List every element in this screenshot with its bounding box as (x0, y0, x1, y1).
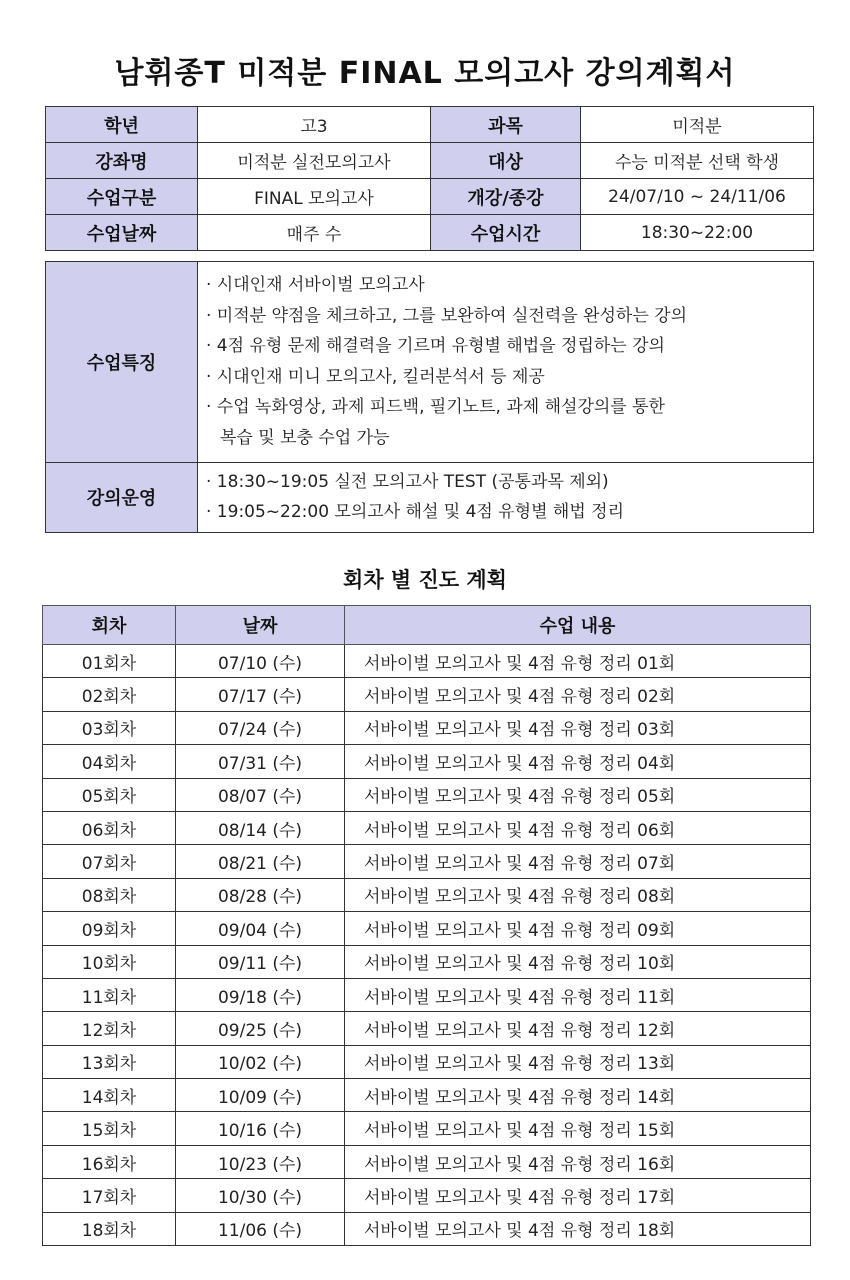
info-row-class-day (46, 215, 814, 251)
content-cell: 서바이벌 모의고사 및 4점 유형 정리 16회 (345, 1145, 811, 1178)
feature-item: · 미적분 약점을 체크하고, 그를 보완하여 실전력을 완성하는 강의 (206, 305, 688, 326)
table-row (43, 845, 811, 878)
table-row (43, 1179, 811, 1212)
session-cell: 09회차 (43, 912, 176, 945)
content-cell: 서바이벌 모의고사 및 4점 유형 정리 03회 (345, 711, 811, 744)
page-title: 남휘종T 미적분 FINAL 모의고사 강의계획서 (114, 56, 736, 91)
grade-value: 고3 (198, 107, 431, 143)
session-cell: 15회차 (43, 1112, 176, 1145)
table-row (43, 711, 811, 744)
session-cell: 14회차 (43, 1079, 176, 1112)
session-cell: 01회차 (43, 645, 176, 678)
course-info-table (45, 106, 814, 251)
info-row-course-name (46, 143, 814, 179)
target-label: 대상 (431, 143, 581, 179)
session-cell: 08회차 (43, 878, 176, 911)
class-type-value: FINAL 모의고사 (198, 179, 431, 215)
table-row (43, 1012, 811, 1045)
content-cell: 서바이벌 모의고사 및 4점 유형 정리 05회 (345, 778, 811, 811)
content-cell: 서바이벌 모의고사 및 4점 유형 정리 02회 (345, 678, 811, 711)
date-cell: 08/21 (수) (176, 845, 345, 878)
content-cell: 서바이벌 모의고사 및 4점 유형 정리 06회 (345, 811, 811, 844)
content-cell: 서바이벌 모의고사 및 4점 유형 정리 13회 (345, 1045, 811, 1078)
table-row (43, 1045, 811, 1078)
class-type-label: 수업구분 (46, 179, 198, 215)
schedule-title: 회차 별 진도 계획 (343, 568, 507, 592)
target-value: 수능 미적분 선택 학생 (581, 143, 814, 179)
operation-list (198, 462, 814, 532)
content-cell: 서바이벌 모의고사 및 4점 유형 정리 08회 (345, 878, 811, 911)
session-cell: 18회차 (43, 1212, 176, 1245)
session-cell: 06회차 (43, 811, 176, 844)
schedule-header-row (43, 606, 811, 645)
table-row (43, 678, 811, 711)
content-cell: 서바이벌 모의고사 및 4점 유형 정리 14회 (345, 1079, 811, 1112)
period-label: 개강/종강 (431, 179, 581, 215)
info-row-grade (46, 107, 814, 143)
date-cell: 08/07 (수) (176, 778, 345, 811)
session-cell: 11회차 (43, 978, 176, 1011)
features-list (198, 262, 814, 463)
session-cell: 16회차 (43, 1145, 176, 1178)
operation-label: 강의운영 (46, 462, 198, 532)
schedule-table (42, 605, 811, 1246)
date-cell: 07/17 (수) (176, 678, 345, 711)
date-cell: 10/02 (수) (176, 1045, 345, 1078)
class-day-label: 수업날짜 (46, 215, 198, 251)
date-cell: 11/06 (수) (176, 1212, 345, 1245)
content-cell: 서바이벌 모의고사 및 4점 유형 정리 15회 (345, 1112, 811, 1145)
date-column-header: 날짜 (176, 606, 345, 645)
operation-row (46, 462, 814, 532)
feature-item-continuation: 복습 및 보충 수업 가능 (220, 427, 390, 448)
subject-label: 과목 (431, 107, 581, 143)
session-column-header: 회차 (43, 606, 176, 645)
table-row (43, 1112, 811, 1145)
features-row (46, 262, 814, 463)
table-row (43, 978, 811, 1011)
content-cell: 서바이벌 모의고사 및 4점 유형 정리 11회 (345, 978, 811, 1011)
content-cell: 서바이벌 모의고사 및 4점 유형 정리 01회 (345, 645, 811, 678)
content-cell: 서바이벌 모의고사 및 4점 유형 정리 18회 (345, 1212, 811, 1245)
content-cell: 서바이벌 모의고사 및 4점 유형 정리 12회 (345, 1012, 811, 1045)
session-cell: 12회차 (43, 1012, 176, 1045)
session-cell: 13회차 (43, 1045, 176, 1078)
date-cell: 07/10 (수) (176, 645, 345, 678)
features-label: 수업특징 (46, 262, 198, 463)
table-row (43, 811, 811, 844)
content-cell: 서바이벌 모의고사 및 4점 유형 정리 10회 (345, 945, 811, 978)
table-row (43, 1145, 811, 1178)
date-cell: 09/11 (수) (176, 945, 345, 978)
operation-item: · 19:05~22:00 모의고사 해설 및 4점 유형별 해법 정리 (206, 502, 625, 523)
table-row (43, 945, 811, 978)
content-cell: 서바이벌 모의고사 및 4점 유형 정리 07회 (345, 845, 811, 878)
session-cell: 02회차 (43, 678, 176, 711)
grade-label: 학년 (46, 107, 198, 143)
date-cell: 09/04 (수) (176, 912, 345, 945)
session-cell: 03회차 (43, 711, 176, 744)
class-time-value: 18:30~22:00 (581, 215, 814, 251)
session-cell: 05회차 (43, 778, 176, 811)
table-row (43, 878, 811, 911)
course-name-label: 강좌명 (46, 143, 198, 179)
content-column-header: 수업 내용 (345, 606, 811, 645)
feature-item: · 시대인재 서바이벌 모의고사 (206, 275, 425, 295)
table-row (43, 912, 811, 945)
date-cell: 10/09 (수) (176, 1079, 345, 1112)
info-row-class-type (46, 179, 814, 215)
course-name-value: 미적분 실전모의고사 (198, 143, 431, 179)
date-cell: 10/16 (수) (176, 1112, 345, 1145)
date-cell: 07/24 (수) (176, 711, 345, 744)
feature-item: · 4점 유형 문제 해결력을 기르며 유형별 해법을 정립하는 강의 (206, 336, 665, 357)
date-cell: 10/30 (수) (176, 1179, 345, 1212)
date-cell: 09/18 (수) (176, 978, 345, 1011)
feature-item: · 시대인재 미니 모의고사, 킬러분석서 등 제공 (206, 366, 545, 387)
content-cell: 서바이벌 모의고사 및 4점 유형 정리 17회 (345, 1179, 811, 1212)
content-cell: 서바이벌 모의고사 및 4점 유형 정리 09회 (345, 912, 811, 945)
table-row (43, 645, 811, 678)
table-row (43, 745, 811, 778)
date-cell: 08/28 (수) (176, 878, 345, 911)
session-cell: 04회차 (43, 745, 176, 778)
table-row (43, 1212, 811, 1245)
course-details-table (45, 261, 814, 533)
period-value: 24/07/10 ~ 24/11/06 (581, 179, 814, 215)
date-cell: 08/14 (수) (176, 811, 345, 844)
date-cell: 09/25 (수) (176, 1012, 345, 1045)
session-cell: 17회차 (43, 1179, 176, 1212)
date-cell: 10/23 (수) (176, 1145, 345, 1178)
feature-item: · 수업 녹화영상, 과제 피드백, 필기노트, 과제 해설강의를 통한 (206, 397, 665, 418)
class-time-label: 수업시간 (431, 215, 581, 251)
session-cell: 10회차 (43, 945, 176, 978)
date-cell: 07/31 (수) (176, 745, 345, 778)
operation-item: · 18:30~19:05 실전 모의고사 TEST (공통과목 제외) (206, 471, 609, 492)
subject-value: 미적분 (581, 107, 814, 143)
class-day-value: 매주 수 (198, 215, 431, 251)
table-row (43, 1079, 811, 1112)
content-cell: 서바이벌 모의고사 및 4점 유형 정리 04회 (345, 745, 811, 778)
table-row (43, 778, 811, 811)
session-cell: 07회차 (43, 845, 176, 878)
